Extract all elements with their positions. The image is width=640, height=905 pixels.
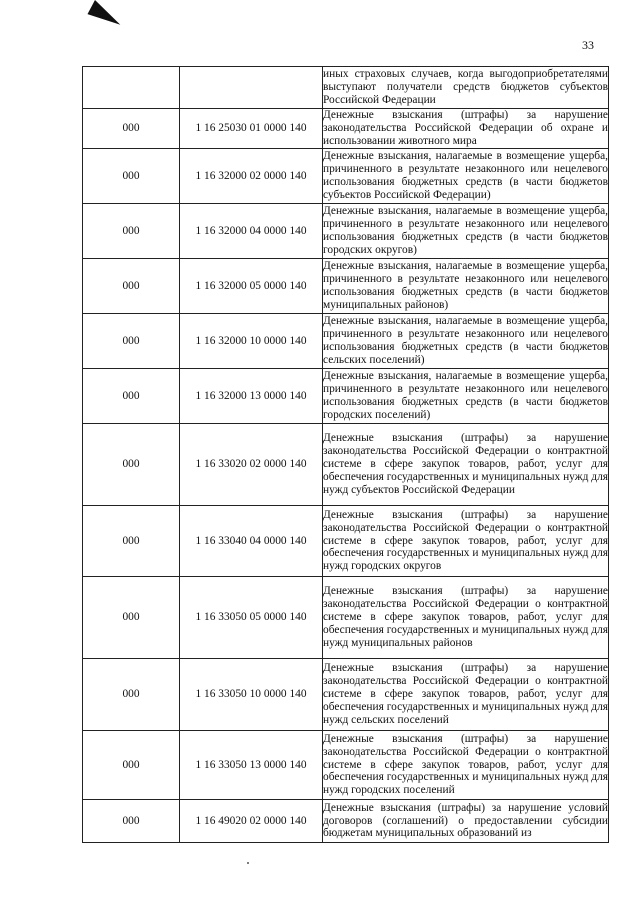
budget-code-cell <box>180 67 323 109</box>
description-cell: Денежные взыскания (штрафы) за нарушение законодательства Российской Федерации о контрактной системе в сфере закупок товаров, работ, услуг для обеспечения государственных и муниципальных нужд для нужд городских поселений <box>323 731 609 800</box>
budget-codes-table <box>82 66 609 843</box>
table-row <box>83 577 609 659</box>
scan-speck <box>247 862 249 864</box>
scan-corner-mark <box>87 0 125 30</box>
admin-code-cell: 000 <box>83 109 180 149</box>
admin-code-cell: 000 <box>83 149 180 204</box>
table-row <box>83 67 609 109</box>
budget-code-cell: 1 16 33050 10 0000 140 <box>180 659 323 731</box>
budget-code-cell: 1 16 33050 13 0000 140 <box>180 731 323 800</box>
admin-code-cell <box>83 67 180 109</box>
admin-code-cell: 000 <box>83 577 180 659</box>
budget-code-cell: 1 16 32000 13 0000 140 <box>180 369 323 424</box>
budget-code-cell: 1 16 33040 04 0000 140 <box>180 506 323 577</box>
admin-code-cell: 000 <box>83 204 180 259</box>
description-cell: Денежные взыскания (штрафы) за нарушение законодательства Российской Федерации о контрактной системе в сфере закупок товаров, работ, услуг для обеспечения государственных и муниципальных нужд для нужд сельских поселений <box>323 659 609 731</box>
budget-code-cell: 1 16 33050 05 0000 140 <box>180 577 323 659</box>
budget-code-cell: 1 16 32000 05 0000 140 <box>180 259 323 314</box>
description-cell: Денежные взыскания, налагаемые в возмещение ущерба, причиненного в результате незаконного или нецелевого использования бюджетных средств (в части бюджетов городских округов) <box>323 204 609 259</box>
table-row <box>83 109 609 149</box>
description-cell: Денежные взыскания (штрафы) за нарушение условий договоров (соглашений) о предоставлении субсидии бюджетам муниципальных образований из <box>323 800 609 843</box>
table-row <box>83 424 609 506</box>
table-row <box>83 506 609 577</box>
table-row <box>83 369 609 424</box>
admin-code-cell: 000 <box>83 314 180 369</box>
description-cell: Денежные взыскания, налагаемые в возмещение ущерба, причиненного в результате незаконного или нецелевого использования бюджетных средств (в части бюджетов сельских поселений) <box>323 314 609 369</box>
description-cell: Денежные взыскания, налагаемые в возмещение ущерба, причиненного в результате незаконного или нецелевого использования бюджетных средств (в части бюджетов городских поселений) <box>323 369 609 424</box>
table-row <box>83 800 609 843</box>
table-row <box>83 659 609 731</box>
admin-code-cell: 000 <box>83 800 180 843</box>
admin-code-cell: 000 <box>83 369 180 424</box>
admin-code-cell: 000 <box>83 506 180 577</box>
budget-code-cell: 1 16 25030 01 0000 140 <box>180 109 323 149</box>
admin-code-cell: 000 <box>83 659 180 731</box>
budget-code-cell: 1 16 32000 10 0000 140 <box>180 314 323 369</box>
table-row <box>83 149 609 204</box>
table-row <box>83 314 609 369</box>
table-row <box>83 259 609 314</box>
description-cell: Денежные взыскания (штрафы) за нарушение законодательства Российской Федерации о контрактной системе в сфере закупок товаров, работ, услуг для обеспечения государственных и муниципальных нужд для нужд субъектов Российской Федерации <box>323 424 609 506</box>
budget-code-cell: 1 16 49020 02 0000 140 <box>180 800 323 843</box>
admin-code-cell: 000 <box>83 424 180 506</box>
table-row <box>83 731 609 800</box>
admin-code-cell: 000 <box>83 259 180 314</box>
description-cell: Денежные взыскания (штрафы) за нарушение законодательства Российской Федерации о контрактной системе в сфере закупок товаров, работ, услуг для обеспечения государственных и муниципальных нужд для нужд городских округов <box>323 506 609 577</box>
description-cell: Денежные взыскания (штрафы) за нарушение законодательства Российской Федерации об охране и использовании животного мира <box>323 109 608 147</box>
budget-code-cell: 1 16 33020 02 0000 140 <box>180 424 323 506</box>
admin-code-cell: 000 <box>83 731 180 800</box>
budget-code-cell: 1 16 32000 04 0000 140 <box>180 204 323 259</box>
table-row <box>83 204 609 259</box>
description-cell: иных страховых случаев, когда выгодоприобретателями выступают получатели средств бюджетов субъектов Российской Федерации <box>323 67 609 109</box>
description-cell: Денежные взыскания, налагаемые в возмещение ущерба, причиненного в результате незаконного или нецелевого использования бюджетных средств (в части бюджетов субъектов Российской Федерации) <box>323 149 609 204</box>
page-number: 33 <box>582 38 594 52</box>
description-cell: Денежные взыскания, налагаемые в возмещение ущерба, причиненного в результате незаконного или нецелевого использования бюджетных средств (в части бюджетов муниципальных районов) <box>323 259 609 314</box>
description-cell: Денежные взыскания (штрафы) за нарушение законодательства Российской Федерации о контрактной системе в сфере закупок товаров, работ, услуг для обеспечения государственных и муниципальных нужд для нужд муниципальных районов <box>323 577 609 659</box>
budget-code-cell: 1 16 32000 02 0000 140 <box>180 149 323 204</box>
